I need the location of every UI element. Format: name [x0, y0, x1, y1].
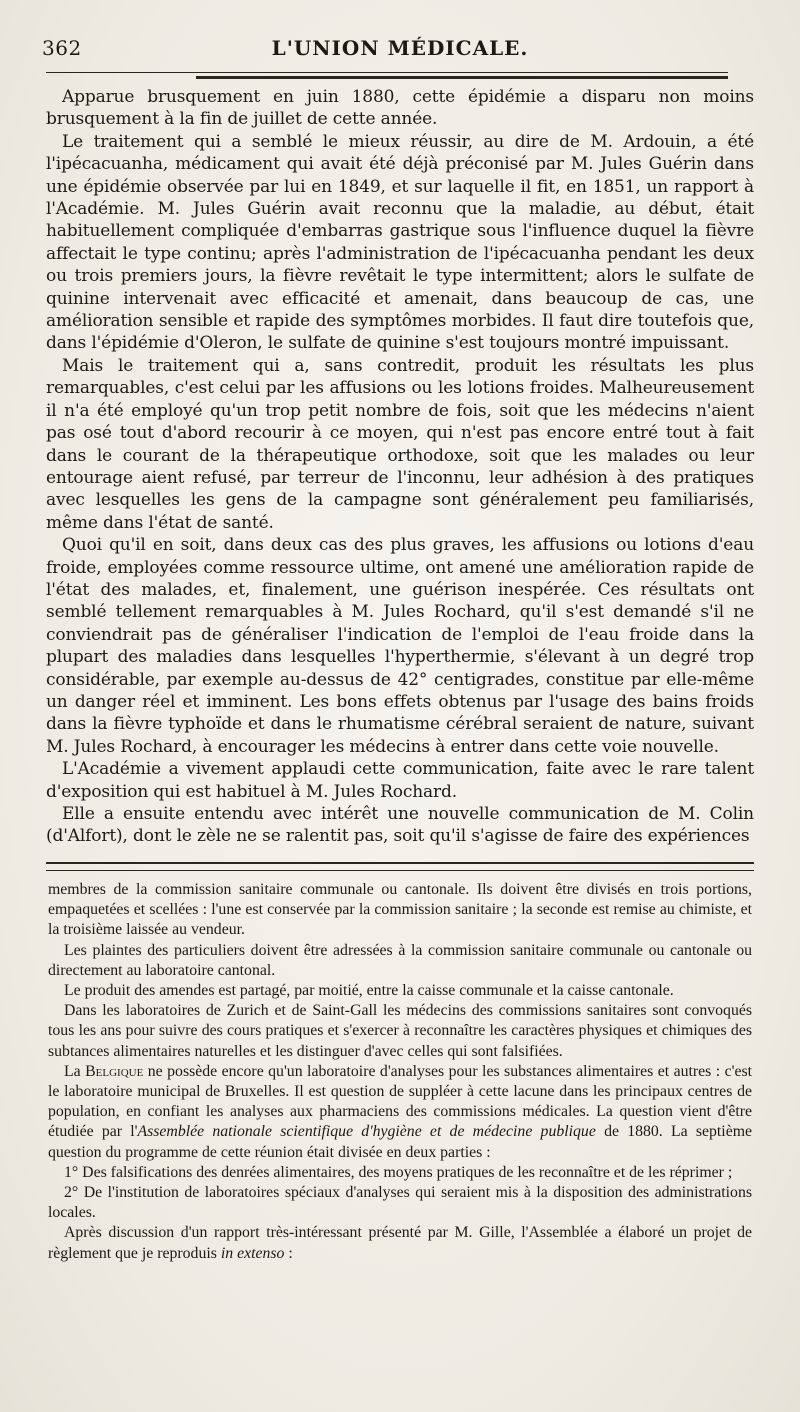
feuilleton-paragraph: Dans les laboratoires de Zurich et de Saint-Gall les médecins des commissions sanitaires sont convoqués tous les ans pour suivre des cours pratiques et s'exercer à reconnaître les caractères physiques et chimiques des subtances alimentaires naturelles et les distinguer d'avec celles qui sont falsifiées.: [48, 1002, 752, 1060]
feuilleton-paragraph: [48, 1062, 752, 1163]
running-title: L'UNION MÉDICALE.: [271, 36, 529, 60]
country-name: Belgique: [85, 1062, 144, 1080]
text-fragment: de 1880. La septième question du programme de cette réunion était divisée en deux parties :: [48, 1123, 753, 1161]
feuilleton-paragraph: [48, 1223, 752, 1263]
italic-phrase: in extenso: [220, 1244, 285, 1262]
header-rule: [46, 72, 728, 73]
feuilleton-paragraph: Les plaintes des particuliers doivent être adressées à la commission sanitaire communale ou cantonale ou directement au laboratoire cantonal.: [48, 941, 752, 979]
feuilleton-paragraph: 1° Des falsifications des denrées alimentaires, des moyens pratiques de les reconnaître et de les réprimer ;: [64, 1163, 733, 1181]
article-body: [46, 86, 754, 848]
feuilleton-paragraph: 2° De l'institution de laboratoires spéciaux d'analyses qui seraient mis à la disposition des administrations locales.: [48, 1184, 752, 1222]
text-fragment: La: [64, 1062, 86, 1080]
assembly-name: Assemblée nationale scientifique d'hygiène et de médecine publique: [137, 1123, 596, 1141]
page-header: [42, 36, 758, 66]
feuilleton-separator: [46, 862, 754, 871]
header-thick-rule: [196, 76, 728, 79]
feuilleton-paragraph: membres de la commission sanitaire communale ou cantonale. Ils doivent être divisés en trois portions, empaquetées et scellées : l'une est conservée par la commission sanitaire ; la seconde est remise au chimiste, et la troisième laissée au vendeur.: [48, 881, 752, 939]
text-fragment: ne possède encore qu'un laboratoire d'analyses pour les substances alimentaires et autres : c'est le laboratoire municipal de Bruxelles. Il est question de suppléer à cette lacune dans les principaux centres de population, en confiant les analyses aux pharmaciens des commissions médicales. La question vient d'être étudiée par l': [48, 1062, 752, 1141]
article-paragraph: Apparue brusquement en juin 1880, cette épidémie a disparu non moins brusquement à la fin de juillet de cette année.: [46, 87, 754, 130]
text-fragment: :: [284, 1244, 293, 1262]
text-fragment: Après discussion d'un rapport très-intéressant présenté par M. Gille, l'Assemblée a élaboré un projet de règlement que je reproduis: [48, 1224, 752, 1262]
feuilleton-body: [48, 880, 752, 1264]
article-paragraph: Mais le traitement qui a, sans contredit, produit les résultats les plus remarquables, c'est celui par les affusions ou les lotions froides. Malheureusement il n'a été employé qu'un trop petit nombre de fois, soit que les médecins n'aient pas osé tout d'abord recourir à ce moyen, qui n'est pas encore entré tout à fait dans le courant de la thérapeutique orthodoxe, soit que les malades ou leur entourage aient refusé, par terreur de l'inconnu, leur adhésion à des pratiques avec lesquelles les gens de la campagne sont généralement peu familiarisés, même dans l'état de santé.: [46, 355, 754, 533]
feuilleton-paragraph: Le produit des amendes est partagé, par moitié, entre la caisse communale et la caisse cantonale.: [64, 982, 674, 1000]
article-paragraph: L'Académie a vivement applaudi cette communication, faite avec le rare talent d'exposition qui est habituel à M. Jules Rochard.: [46, 759, 754, 802]
page-number: 362: [42, 36, 82, 60]
article-paragraph: Le traitement qui a semblé le mieux réussir, au dire de M. Ardouin, a été l'ipécacuanha, médicament qui avait été déjà préconisé par M. Jules Guérin dans une épidémie observée par lui en 1849, et sur laquelle il fit, en 1851, un rapport à l'Académie. M. Jules Guérin avait reconnu que la maladie, au début, était habituellement compliquée d'embarras gastrique sous l'influence duquel la fièvre affectait le type continu; après l'administration de l'ipécacuanha pendant les deux ou trois premiers jours, la fièvre revêtait le type intermittent; alors le sulfate de quinine intervenait avec efficacité et amenait, dans beaucoup de cas, une amélioration sensible et rapide des symptômes morbides. Il faut dire toutefois que, dans l'épidémie d'Oleron, le sulfate de quinine s'est toujours montré impuissant.: [46, 131, 754, 354]
article-paragraph: Quoi qu'il en soit, dans deux cas des plus graves, les affusions ou lotions d'eau froide, employées comme ressource ultime, ont amené une amélioration rapide de l'état des malades, et, finalement, une guérison inespérée. Ces résultats ont semblé tellement remarquables à M. Jules Rochard, qu'il s'est demandé s'il ne conviendrait pas de généraliser l'indication de l'emploi de l'eau froide dans la plupart des maladies dans lesquelles l'hyperthermie, s'élevant à un degré trop considérable, par exemple au-dessus de 42° centigrades, constitue par elle-même un danger réel et imminent. Les bons effets obtenus par l'usage des bains froids dans la fièvre typhoïde et dans le rhumatisme cérébral seraient de nature, suivant M. Jules Rochard, à encourager les médecins à entrer dans cette voie nouvelle.: [46, 535, 754, 757]
article-paragraph: Elle a ensuite entendu avec intérêt une nouvelle communication de M. Colin (d'Alfort), dont le zèle ne se ralentit pas, soit qu'il s'agisse de faire des expériences: [46, 804, 754, 847]
